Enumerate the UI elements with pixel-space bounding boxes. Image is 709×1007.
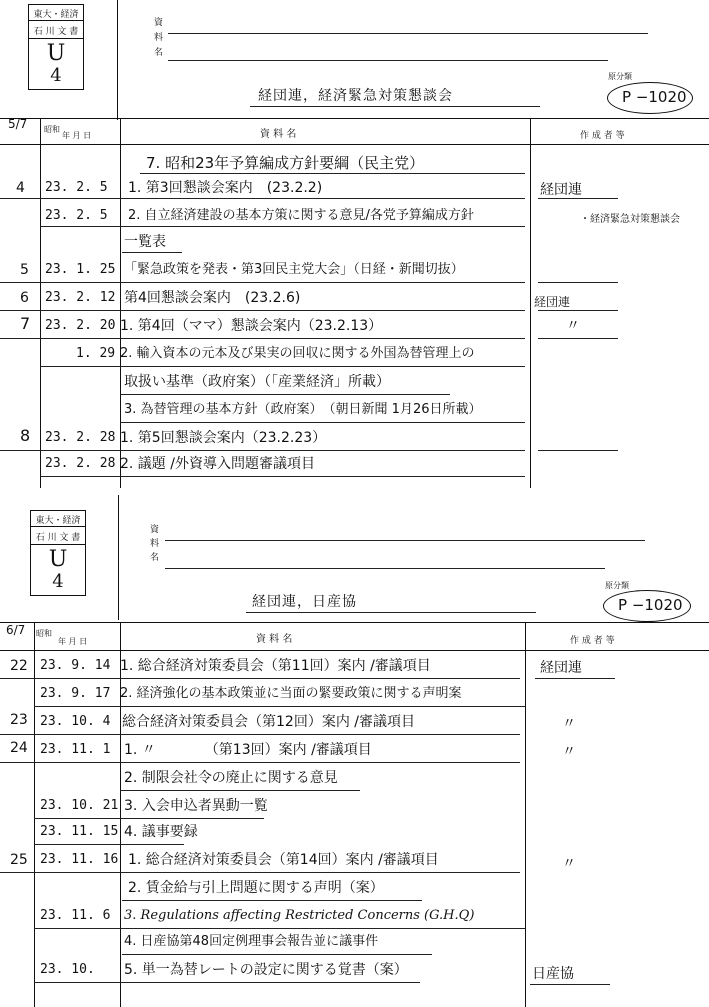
row-text: 2. 制限会社令の廃止に関する意見 [124, 770, 338, 786]
resource-label-1: 資 [150, 525, 160, 535]
row-date: 23. 2. 5 [45, 180, 108, 195]
row-date: 23. 2. 20 [45, 318, 116, 333]
row-text: 総合経済対策委員会（第12回）案内 /審議項目 [122, 714, 415, 730]
row-number: 24 [10, 740, 28, 756]
row-text: 1. 第4回（ママ）懇談会案内（23.2.13） [120, 318, 383, 334]
resource-label-2: 料 [150, 539, 160, 549]
header-era: 昭和 [44, 125, 60, 134]
stamp-volume-number: 4 [50, 65, 62, 86]
header-author: 作 成 者 等 [580, 131, 625, 141]
header-date: 年 月 日 [62, 131, 92, 140]
row-text: 2. 賃金給与引上問題に関する声明（案） [128, 880, 384, 896]
row-author: ・経済緊急対策懇談会 [580, 214, 680, 225]
resource-label-3: 名 [154, 48, 164, 58]
row-text: 取扱い基準（政府案）（「産業経済」所載） [124, 374, 390, 390]
stamp-line-2: 石 川 文 書 [33, 27, 79, 37]
row-text: 一覧表 [124, 234, 166, 250]
row-date: 23. 9. 14 [40, 658, 111, 673]
row-author: 〃 [562, 716, 576, 732]
row-author: 経団連 [534, 295, 571, 309]
row-text: 1. 総合経済対策委員会（第11回）案内 /審議項目 [120, 658, 431, 674]
header-era: 昭和 [36, 629, 52, 638]
stamp-volume-letter: U [48, 547, 68, 572]
row-text: 4. 日産協第48回定例理事会報告並に議事件 [124, 934, 379, 949]
row-number: 4 [16, 180, 25, 196]
row-text: 3. Regulations affecting Restricted Concerns (G.H.Q) [124, 908, 475, 923]
stamp-line-1: 東大・経済 [35, 516, 81, 526]
row-date: 1. 29 [76, 346, 116, 361]
row-number: 6 [20, 290, 29, 306]
classification-label: 原分類 [608, 72, 632, 81]
row-text: 1. 〃 （第13回）案内 /審議項目 [124, 742, 372, 758]
row-date: 23. 10. 4 [40, 714, 111, 729]
row-date: 23. 10. [40, 962, 95, 977]
row-text: 7. 昭和23年予算編成方針要綱（民主党） [146, 154, 425, 172]
resource-label-1: 資 [154, 18, 164, 28]
row-number: 25 [10, 852, 28, 868]
stamp-volume-letter: U [46, 41, 66, 66]
row-text: 2. 議題 /外資導入問題審議項目 [120, 456, 315, 472]
row-author: 日産協 [532, 966, 574, 982]
row-text: 1. 第3回懇談会案内 (23.2.2) [128, 180, 323, 196]
row-author: 〃 [566, 318, 580, 334]
library-stamp [30, 510, 86, 596]
row-number: 7 [20, 314, 31, 333]
row-number: 22 [10, 658, 28, 674]
row-text: 「緊急政策を発表・第3回民主党大会」（日経・新聞切抜） [124, 262, 464, 277]
row-date: 23. 2. 28 [45, 430, 116, 445]
row-text: 1. 総合経済対策委員会（第14回）案内 /審議項目 [128, 852, 439, 868]
header-date: 年 月 日 [58, 637, 88, 646]
document-title: 経団連，経済緊急対策懇談会 [258, 88, 453, 104]
row-text: 3. 為替管理の基本方針（政府案） （朝日新聞 1月26日所載） [124, 402, 482, 417]
row-date: 23. 2. 12 [45, 290, 116, 305]
row-text: 5. 単一為替レートの設定に関する覚書（案） [124, 962, 408, 978]
row-date: 23. 11. 16 [40, 852, 119, 867]
header-author: 作 成 者 等 [570, 636, 615, 646]
row-date: 23. 11. 1 [40, 742, 111, 757]
row-date: 23. 10. 21 [40, 798, 119, 813]
row-text: 4. 議事要録 [124, 824, 198, 840]
row-text: 2. 経済強化の基本政策並に当面の緊要政策に関する声明案 [120, 686, 462, 701]
row-text: 3. 入会申込者異動一覧 [124, 798, 268, 814]
document-title: 経団連，日産協 [252, 594, 357, 610]
resource-label-2: 料 [154, 33, 164, 43]
row-text: 第4回懇談会案内 (23.2.6) [124, 290, 301, 306]
row-date: 23. 9. 17 [40, 686, 111, 701]
classification-code: P −1020 [618, 596, 683, 614]
stamp-volume-number: 4 [52, 571, 64, 592]
stamp-line-2: 石 川 文 書 [35, 533, 81, 543]
row-text: 2. 輸入資本の元本及び果実の回収に関する外国為替管理上の [120, 346, 475, 361]
row-author: 〃 [562, 744, 576, 760]
row-date: 23. 2. 5 [45, 208, 108, 223]
row-number: 8 [20, 426, 31, 445]
row-author: 経団連 [540, 182, 582, 198]
row-text: 2. 自立経済建設の基本方策に関する意見/各党予算編成方針 [128, 208, 474, 223]
header-name: 資 料 名 [260, 129, 297, 140]
resource-label-3: 名 [150, 553, 160, 563]
row-text: 1. 第5回懇談会案内（23.2.23） [120, 430, 327, 446]
library-stamp [28, 4, 84, 90]
stamp-line-1: 東大・経済 [33, 10, 79, 20]
card-mark: 5/7 [8, 117, 28, 131]
row-author: 経団連 [540, 660, 582, 676]
row-date: 23. 11. 15 [40, 824, 119, 839]
row-date: 23. 1. 25 [45, 262, 116, 277]
classification-label: 原分類 [605, 581, 629, 590]
card-mark: 6/7 [6, 623, 26, 637]
row-date: 23. 11. 6 [40, 908, 111, 923]
header-name: 資 料 名 [256, 634, 293, 645]
row-number: 5 [20, 262, 29, 278]
row-author: 〃 [562, 856, 576, 872]
row-date: 23. 2. 28 [45, 456, 116, 471]
row-number: 23 [10, 712, 28, 728]
classification-code: P −1020 [622, 88, 687, 106]
